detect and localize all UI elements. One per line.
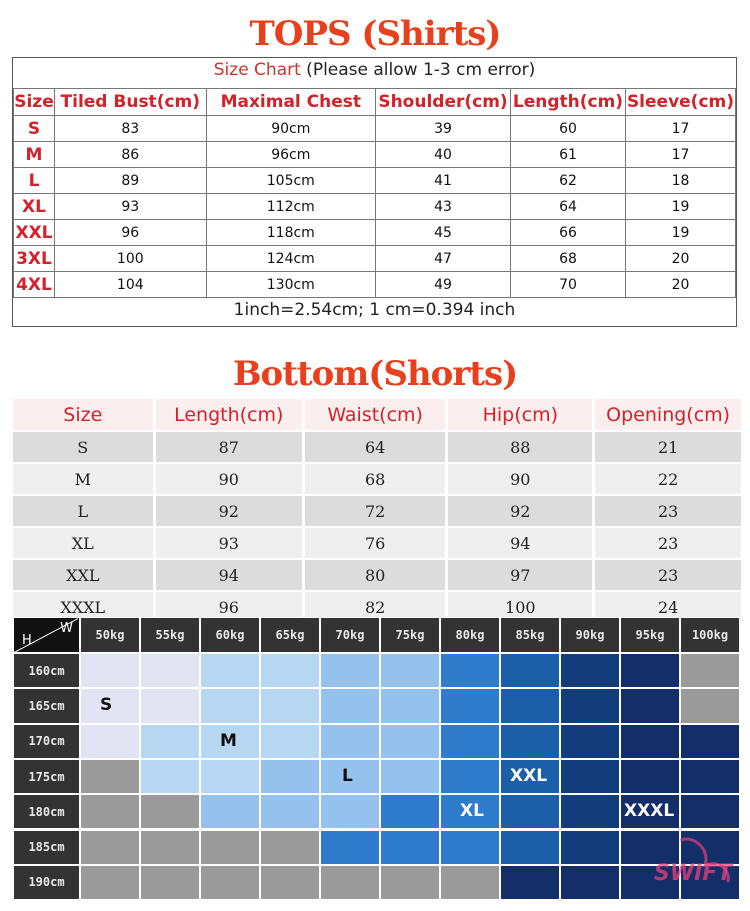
grid-weight-header: 80kg bbox=[440, 617, 500, 653]
grid-cell bbox=[560, 688, 620, 723]
grid-cell bbox=[560, 865, 620, 900]
bottom-value-cell: 100 bbox=[448, 592, 592, 622]
tops-size-cell: M bbox=[14, 142, 55, 168]
bottom-row bbox=[13, 432, 741, 462]
bottom-size-cell: XL bbox=[13, 528, 153, 558]
bottom-size-cell: S bbox=[13, 432, 153, 462]
bottom-header-cell: Length(cm) bbox=[156, 399, 302, 430]
grid-cell bbox=[260, 865, 320, 900]
tops-value-cell: 18 bbox=[625, 168, 735, 194]
tops-value-cell: 17 bbox=[625, 116, 735, 142]
tops-value-cell: 96 bbox=[54, 220, 206, 246]
grid-cell bbox=[620, 688, 680, 723]
grid-cell bbox=[380, 865, 440, 900]
bottom-row bbox=[13, 496, 741, 526]
bottom-value-cell: 68 bbox=[305, 464, 445, 494]
grid-cell bbox=[320, 688, 380, 723]
tops-value-cell: 83 bbox=[54, 116, 206, 142]
tops-value-cell: 39 bbox=[376, 116, 511, 142]
grid-cell bbox=[380, 688, 440, 723]
grid-cell bbox=[560, 794, 620, 829]
tops-row bbox=[14, 246, 736, 272]
bottom-value-cell: 92 bbox=[156, 496, 302, 526]
grid-cell bbox=[320, 724, 380, 759]
bottom-size-cell: L bbox=[13, 496, 153, 526]
bottom-value-cell: 88 bbox=[448, 432, 592, 462]
bottom-value-cell: 64 bbox=[305, 432, 445, 462]
grid-weight-header: 70kg bbox=[320, 617, 380, 653]
tops-value-cell: 100 bbox=[54, 246, 206, 272]
grid-height-header: 185cm bbox=[13, 830, 80, 865]
grid-weight-header: 75kg bbox=[380, 617, 440, 653]
grid-cell bbox=[440, 724, 500, 759]
grid-cell bbox=[200, 865, 260, 900]
bottom-value-cell: 94 bbox=[448, 528, 592, 558]
grid-cell bbox=[200, 759, 260, 794]
grid-cell bbox=[380, 724, 440, 759]
grid-cell bbox=[260, 794, 320, 829]
bottom-row bbox=[13, 528, 741, 558]
tops-row bbox=[14, 220, 736, 246]
grid-weight-header: 55kg bbox=[140, 617, 200, 653]
grid-cell bbox=[680, 794, 740, 829]
tops-value-cell: 104 bbox=[54, 272, 206, 298]
bottom-value-cell: 23 bbox=[595, 496, 741, 526]
tops-body bbox=[14, 116, 736, 298]
grid-cell bbox=[440, 759, 500, 794]
tops-header-row bbox=[14, 89, 736, 116]
tops-value-cell: 40 bbox=[376, 142, 511, 168]
bottom-value-cell: 96 bbox=[156, 592, 302, 622]
bottom-size-cell: M bbox=[13, 464, 153, 494]
grid-height-header: 175cm bbox=[13, 759, 80, 794]
grid-cell bbox=[260, 830, 320, 865]
grid-size-label-xl: XL bbox=[460, 801, 484, 822]
grid-cell bbox=[140, 865, 200, 900]
grid-cell bbox=[620, 724, 680, 759]
grid-cell bbox=[80, 865, 140, 900]
grid-corner-weight: W bbox=[60, 621, 73, 636]
bottom-size-cell: XXL bbox=[13, 560, 153, 590]
bottom-value-cell: 94 bbox=[156, 560, 302, 590]
tops-caption-label: Size Chart bbox=[213, 60, 301, 80]
bottom-value-cell: 97 bbox=[448, 560, 592, 590]
tops-value-cell: 93 bbox=[54, 194, 206, 220]
grid-cell bbox=[380, 759, 440, 794]
tops-caption bbox=[13, 60, 736, 80]
tops-conversion-note: 1inch=2.54cm; 1 cm=0.394 inch bbox=[233, 300, 516, 320]
grid-cell bbox=[500, 724, 560, 759]
grid-weight-header: 100kg bbox=[680, 617, 740, 653]
logo-text: SWIFT bbox=[654, 861, 733, 886]
bottom-header-row bbox=[13, 399, 741, 430]
tops-header-cell: Tiled Bust(cm) bbox=[54, 89, 206, 116]
grid-cell bbox=[140, 830, 200, 865]
grid-cell bbox=[320, 865, 380, 900]
grid-height-header: 180cm bbox=[13, 794, 80, 829]
tops-header-cell: Maximal Chest bbox=[206, 89, 375, 116]
grid-cell bbox=[680, 759, 740, 794]
grid-cell bbox=[560, 653, 620, 688]
grid-cell bbox=[320, 653, 380, 688]
bottom-value-cell: 22 bbox=[595, 464, 741, 494]
grid-cell bbox=[80, 759, 140, 794]
tops-value-cell: 124cm bbox=[206, 246, 375, 272]
grid-cell bbox=[260, 759, 320, 794]
grid-cell bbox=[320, 794, 380, 829]
bottom-value-cell: 93 bbox=[156, 528, 302, 558]
tops-row bbox=[14, 194, 736, 220]
tops-value-cell: 70 bbox=[511, 272, 626, 298]
tops-size-cell: 3XL bbox=[14, 246, 55, 272]
grid-weight-header: 90kg bbox=[560, 617, 620, 653]
grid-cell bbox=[140, 724, 200, 759]
swift-logo bbox=[650, 830, 740, 900]
tops-row bbox=[14, 116, 736, 142]
grid-cell bbox=[80, 653, 140, 688]
grid-cell bbox=[440, 653, 500, 688]
grid-cell bbox=[620, 759, 680, 794]
grid-cell bbox=[680, 653, 740, 688]
bottom-title: Bottom(Shorts) bbox=[232, 354, 518, 394]
grid-cell bbox=[440, 865, 500, 900]
grid-cell bbox=[560, 724, 620, 759]
tops-caption-note: (Please allow 1-3 cm error) bbox=[300, 60, 536, 80]
grid-cell bbox=[200, 830, 260, 865]
tops-value-cell: 41 bbox=[376, 168, 511, 194]
bottom-value-cell: 76 bbox=[305, 528, 445, 558]
tops-size-cell: XXL bbox=[14, 220, 55, 246]
tops-value-cell: 62 bbox=[511, 168, 626, 194]
grid-cell bbox=[680, 688, 740, 723]
grid-cell bbox=[500, 653, 560, 688]
tops-value-cell: 68 bbox=[511, 246, 626, 272]
bottom-value-cell: 87 bbox=[156, 432, 302, 462]
grid-weight-header: 60kg bbox=[200, 617, 260, 653]
tops-value-cell: 105cm bbox=[206, 168, 375, 194]
grid-weight-header: 95kg bbox=[620, 617, 680, 653]
tops-value-cell: 89 bbox=[54, 168, 206, 194]
bottom-table bbox=[10, 397, 744, 624]
grid-height-header: 165cm bbox=[13, 688, 80, 723]
grid-weight-header: 50kg bbox=[80, 617, 140, 653]
grid-cell bbox=[140, 688, 200, 723]
tops-size-chart bbox=[12, 57, 737, 327]
grid-cell bbox=[140, 653, 200, 688]
grid-size-label-m: M bbox=[220, 730, 237, 751]
grid-height-header: 190cm bbox=[13, 865, 80, 900]
tops-value-cell: 66 bbox=[511, 220, 626, 246]
grid-cell bbox=[80, 724, 140, 759]
tops-value-cell: 45 bbox=[376, 220, 511, 246]
tops-size-cell: XL bbox=[14, 194, 55, 220]
bottom-value-cell: 90 bbox=[156, 464, 302, 494]
grid-cell bbox=[500, 830, 560, 865]
bottom-row bbox=[13, 464, 741, 494]
bottom-header-cell: Size bbox=[13, 399, 153, 430]
bottom-row bbox=[13, 560, 741, 590]
bottom-value-cell: 72 bbox=[305, 496, 445, 526]
bottom-value-cell: 82 bbox=[305, 592, 445, 622]
grid-cell bbox=[140, 759, 200, 794]
grid-cell bbox=[320, 830, 380, 865]
bottom-value-cell: 21 bbox=[595, 432, 741, 462]
grid-cell bbox=[200, 794, 260, 829]
tops-header-cell: Shoulder(cm) bbox=[376, 89, 511, 116]
tops-table bbox=[13, 88, 736, 298]
grid-cell bbox=[200, 653, 260, 688]
tops-value-cell: 96cm bbox=[206, 142, 375, 168]
tops-value-cell: 118cm bbox=[206, 220, 375, 246]
tops-value-cell: 64 bbox=[511, 194, 626, 220]
bottom-value-cell: 90 bbox=[448, 464, 592, 494]
tops-value-cell: 19 bbox=[625, 220, 735, 246]
grid-corner-height: H bbox=[22, 633, 32, 648]
bottom-header-cell: Opening(cm) bbox=[595, 399, 741, 430]
grid-cell bbox=[260, 688, 320, 723]
grid-cell bbox=[500, 865, 560, 900]
grid-cell bbox=[380, 794, 440, 829]
tops-header-cell: Length(cm) bbox=[511, 89, 626, 116]
tops-value-cell: 19 bbox=[625, 194, 735, 220]
tops-value-cell: 130cm bbox=[206, 272, 375, 298]
tops-size-cell: 4XL bbox=[14, 272, 55, 298]
grid-size-label-xxl: XXL bbox=[510, 765, 548, 786]
tops-value-cell: 60 bbox=[511, 116, 626, 142]
tops-value-cell: 112cm bbox=[206, 194, 375, 220]
grid-cell bbox=[440, 688, 500, 723]
tops-title: TOPS (Shirts) bbox=[249, 14, 501, 54]
grid-cell bbox=[380, 830, 440, 865]
grid-weight-header: 85kg bbox=[500, 617, 560, 653]
tops-row bbox=[14, 142, 736, 168]
grid-cell bbox=[500, 688, 560, 723]
bottom-value-cell: 24 bbox=[595, 592, 741, 622]
bottom-value-cell: 80 bbox=[305, 560, 445, 590]
grid-cell bbox=[500, 794, 560, 829]
tops-row bbox=[14, 272, 736, 298]
grid-size-label-xxxl: XXXL bbox=[624, 801, 675, 822]
grid-cell bbox=[80, 794, 140, 829]
tops-value-cell: 17 bbox=[625, 142, 735, 168]
grid-cell bbox=[440, 830, 500, 865]
tops-value-cell: 90cm bbox=[206, 116, 375, 142]
bottom-header-cell: Waist(cm) bbox=[305, 399, 445, 430]
tops-value-cell: 43 bbox=[376, 194, 511, 220]
tops-value-cell: 49 bbox=[376, 272, 511, 298]
bottom-size-cell: XXXL bbox=[13, 592, 153, 622]
bottom-value-cell: 23 bbox=[595, 560, 741, 590]
grid-cell bbox=[620, 653, 680, 688]
grid-cell bbox=[560, 759, 620, 794]
grid-cell bbox=[140, 794, 200, 829]
bottom-header-cell: Hip(cm) bbox=[448, 399, 592, 430]
grid-height-header: 170cm bbox=[13, 724, 80, 759]
grid-corner bbox=[13, 617, 80, 653]
grid-cell bbox=[260, 724, 320, 759]
bottom-value-cell: 23 bbox=[595, 528, 741, 558]
tops-value-cell: 61 bbox=[511, 142, 626, 168]
grid-size-label-l: L bbox=[342, 765, 353, 786]
tops-value-cell: 47 bbox=[376, 246, 511, 272]
tops-value-cell: 86 bbox=[54, 142, 206, 168]
grid-weight-header: 65kg bbox=[260, 617, 320, 653]
tops-row bbox=[14, 168, 736, 194]
grid-size-label-s: S bbox=[100, 695, 113, 716]
grid-cell bbox=[380, 653, 440, 688]
grid-height-header: 160cm bbox=[13, 653, 80, 688]
grid-cell bbox=[260, 653, 320, 688]
tops-value-cell: 20 bbox=[625, 246, 735, 272]
grid-cell bbox=[680, 724, 740, 759]
tops-header-cell: Size bbox=[14, 89, 55, 116]
tops-value-cell: 20 bbox=[625, 272, 735, 298]
bottom-body bbox=[13, 432, 741, 622]
bottom-value-cell: 92 bbox=[448, 496, 592, 526]
tops-header-cell: Sleeve(cm) bbox=[625, 89, 735, 116]
grid-cell bbox=[560, 830, 620, 865]
grid-cell bbox=[200, 688, 260, 723]
tops-size-cell: L bbox=[14, 168, 55, 194]
grid-cell bbox=[80, 830, 140, 865]
tops-size-cell: S bbox=[14, 116, 55, 142]
